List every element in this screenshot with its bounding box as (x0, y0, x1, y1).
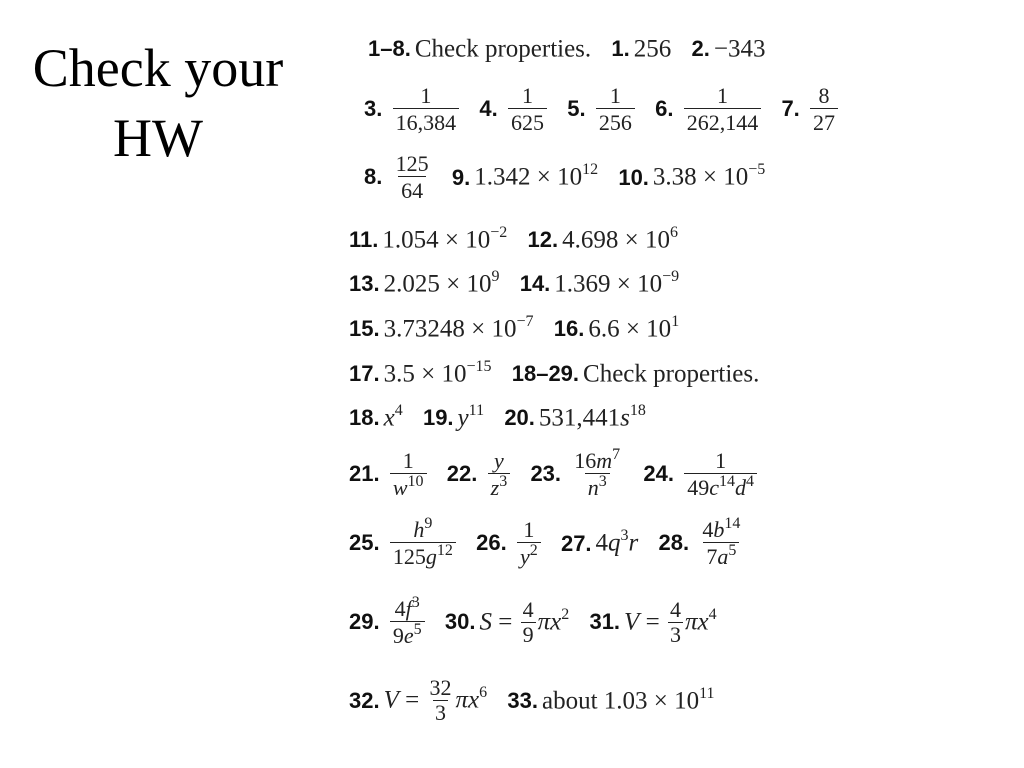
fraction: $\frac{1}{16,384}$ (393, 83, 460, 135)
fraction: $\frac{1}{256}$ (596, 83, 635, 135)
answer-25: 25. $\frac{h^9}{125g^{12}}$ (349, 517, 456, 569)
answer-26: 26. $\frac{1}{y^2}$ (476, 517, 541, 569)
answer-31: 31. V = $\frac{4}{3}$ $\pi x^4$ (589, 596, 717, 647)
fraction: $\frac{1}{y^2}$ (517, 517, 541, 569)
fraction: $\frac{125}{64}$ (395, 151, 429, 203)
answer-19: 19. $y^{11}$ (422, 401, 485, 431)
fraction: $\frac{4}{3}$ (669, 596, 681, 647)
answer-15: 15. $3.73248 \times 10^{-7}$ (349, 312, 534, 342)
title-line-1: Check your (32, 38, 284, 98)
answer-7: 7. $\frac{8}{27}$ (781, 83, 838, 135)
fraction: $\frac{4}{9}$ (522, 596, 534, 647)
answer-13: 13. $2.025 \times 10^9$ (349, 267, 500, 297)
answer-row (368, 33, 780, 63)
fraction: $\frac{1}{262,144}$ (684, 83, 762, 135)
fraction: $\frac{16m^7}{n^3}$ (574, 446, 621, 500)
answer-11: 11. $1.054 \times 10^{-2}$ (349, 223, 508, 253)
answer-21: 21. $\frac{1}{w^{10}}$ (349, 448, 427, 500)
answer-14: 14. $1.369 \times 10^{-9}$ (519, 267, 680, 297)
answer-row (349, 268, 693, 298)
answer-6: 6. $\frac{1}{262,144}$ (655, 83, 761, 135)
answer-23: 23. $\frac{16m^7}{n^3}$ (530, 448, 623, 500)
answer-33: 33. about $1.03 \times 10^{11}$ (507, 684, 715, 715)
answer-2: 2. −343 (691, 34, 766, 62)
answer-8: 8. $\frac{125}{64}$ (364, 151, 432, 203)
answer-30: 30. S = $\frac{4}{9}$ $\pi x^2$ (444, 596, 570, 647)
answer-22: 22. $\frac{y}{z^3}$ (447, 448, 510, 500)
answer-row (349, 596, 731, 648)
answer-18-29: 18–29. Check properties. (511, 359, 760, 387)
answer-10: 10. $3.38 \times 10^{-5}$ (618, 161, 766, 191)
answer-16: 16. $6.6 \times 10^1$ (553, 312, 680, 342)
answer-row (349, 517, 757, 569)
answer-4: 4. $\frac{1}{625}$ (479, 83, 547, 135)
answer-row (349, 358, 773, 388)
answer-row (349, 448, 771, 500)
slide-title (4, 33, 312, 173)
answer-24: 24. $\frac{1}{49c^{14}d^4}$ (643, 448, 757, 500)
answer-20: 20. $531,441s^{18}$ (504, 401, 646, 431)
answer-12: 12. $4.698 \times 10^6$ (527, 223, 678, 253)
fraction: $\frac{32}{3}$ (429, 675, 452, 725)
answer-32: 32. V = $\frac{32}{3}$ $\pi x^6$ (349, 675, 488, 725)
answer-row (364, 83, 852, 135)
fraction: $\frac{4f^3}{9e^5}$ (390, 596, 425, 648)
fraction: $\frac{y}{z^3}$ (488, 448, 511, 500)
fraction: $\frac{1}{625}$ (508, 83, 547, 135)
fraction: $\frac{4b^{14}}{7a^5}$ (702, 515, 741, 569)
answer-row (364, 151, 779, 203)
answer-row (349, 402, 660, 432)
answer-17: 17. $3.5 \times 10^{-15}$ (349, 357, 492, 387)
answer-9: 9. $1.342 \times 10^{12}$ (451, 161, 599, 191)
fraction: $\frac{h^9}{125g^{12}}$ (390, 517, 456, 569)
title-line-2: HW (113, 108, 203, 168)
answer-1: 1. 256 (611, 34, 672, 62)
answer-row (349, 313, 693, 343)
fraction: $\frac{1}{49c^{14}d^4}$ (684, 448, 757, 500)
answer-1-8: 1–8. Check properties. (368, 34, 592, 62)
fraction: $\frac{1}{w^{10}}$ (390, 448, 427, 500)
answer-3: 3. $\frac{1}{16,384}$ (364, 83, 459, 135)
answer-27: 27. $4q^3r$ (560, 527, 639, 557)
answer-5: 5. $\frac{1}{256}$ (567, 83, 635, 135)
answer-28: 28. $\frac{4b^{14}}{7a^5}$ (659, 517, 744, 569)
fraction: $\frac{8}{27}$ (810, 83, 838, 135)
answer-row (349, 676, 729, 725)
answer-29: 29. $\frac{4f^3}{9e^5}$ (349, 596, 425, 648)
answer-row (349, 224, 692, 254)
answer-18: 18. $x^4$ (349, 401, 403, 431)
